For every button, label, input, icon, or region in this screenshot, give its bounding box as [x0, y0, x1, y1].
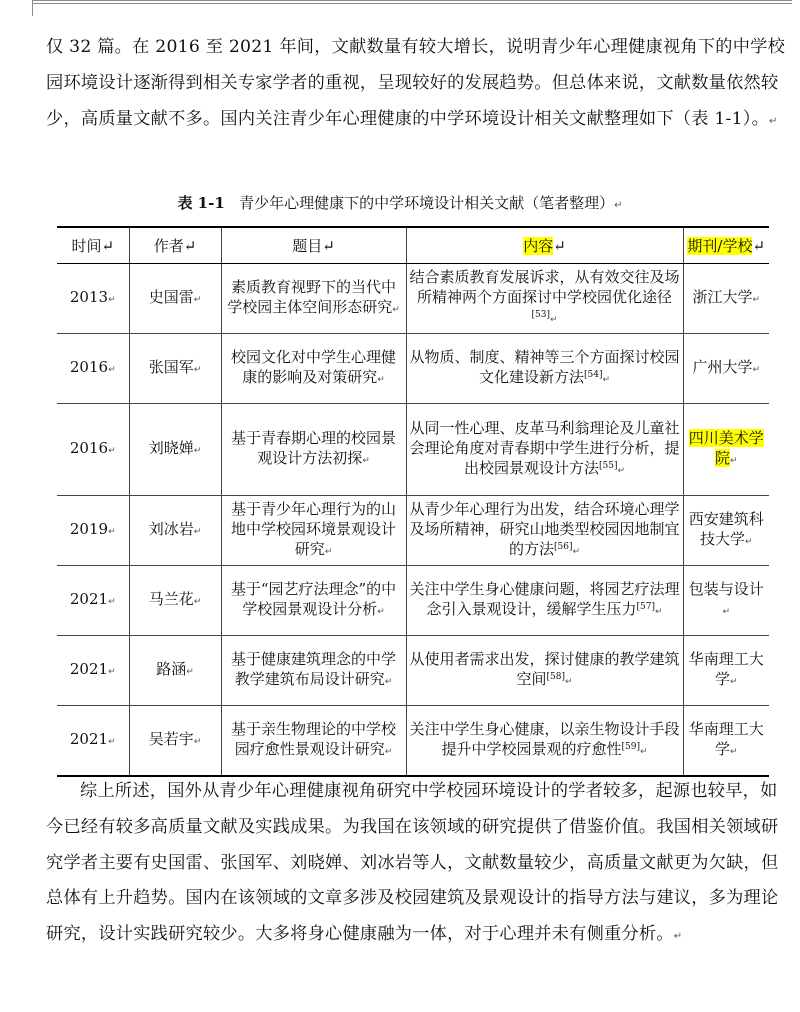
table-row — [57, 496, 769, 566]
table-row — [57, 264, 769, 334]
citation-ref: [56] — [553, 542, 573, 552]
summary-paragraph: 综上所述，国外从青少年心理健康视角研究中学校园环境设计的学者较多，起源也较早，如今已经有较多高质量文献及实践成果。为我国在该领域的研究提供了借鉴价值。我国相关领域研究学者主要有史国雷、张国军、刘晓婵、刘冰岩等人，文献数量较少，高质量文献更为欠缺，但总体有上升趋势。国内在该领域的文章多涉及校园建筑及景观设计的指导方法与建议，多为理论研究，设计实践研究较少。大多将身心健康融为一体，对于心理并未有侧重分析。↵ — [46, 781, 779, 945]
citation-ref: [54] — [583, 370, 603, 380]
cell-journal: 华南理工大学↵ — [683, 706, 769, 776]
table-title: 青少年心理健康下的中学环境设计相关文献（笔者整理） — [239, 194, 615, 212]
cell-time: 2021↵ — [57, 636, 129, 706]
paragraph-mark-icon: ↵ — [769, 115, 778, 127]
cell-time: 2016↵ — [57, 404, 129, 496]
cell-time: 2021↵ — [57, 566, 129, 636]
cell-time: 2016↵ — [57, 334, 129, 404]
cell-title: 素质教育视野下的当代中学校园主体空间形态研究↵ — [221, 264, 406, 334]
cell-author: 史国雷↵ — [129, 264, 221, 334]
header-time: 时间↵ — [57, 227, 129, 264]
cell-content: 从同一性心理、皮革马利翁理论及儿童社会理论角度对青春期中学生进行分析，提出校园景观设计方法[55]↵ — [406, 404, 683, 496]
page-corner-mark — [32, 0, 33, 16]
table-row — [57, 566, 769, 636]
citation-ref: [57] — [636, 602, 655, 612]
cell-author: 刘冰岩↵ — [129, 496, 221, 566]
cell-journal: 西安建筑科技大学↵ — [683, 496, 769, 566]
page-top-margin-line — [32, 0, 792, 4]
cell-content: 结合素质教育发展诉求，从有效交往及场所精神两个方面探讨中学校园优化途径[53]↵ — [406, 264, 683, 334]
cell-title: 基于亲生物理论的中学校园疗愈性景观设计研究↵ — [221, 706, 406, 776]
header-journal: 期刊/学校↵ — [683, 227, 769, 264]
intro-paragraph: 仅 32 篇。在 2016 至 2021 年间，文献数量有较大增长，说明青少年心理健康视角下的中学校园环境设计逐渐得到相关专家学者的重视，呈现较好的发展趋势。但总体来说，文献数量依然较少，高质量文献不多。国内关注青少年心理健康的中学环境设计相关文献整理如下（表 1-1）。↵ — [46, 37, 786, 129]
cell-author: 马兰花↵ — [129, 566, 221, 636]
table-row — [57, 706, 769, 776]
cell-time: 2019↵ — [57, 496, 129, 566]
cell-title: 基于青春期心理的校园景观设计方法初探↵ — [221, 404, 406, 496]
table-number: 表 1-1 — [177, 194, 225, 212]
cell-time: 2021↵ — [57, 706, 129, 776]
cell-title: 基于青少年心理行为的山地中学校园环境景观设计研究↵ — [221, 496, 406, 566]
cell-journal: 华南理工大学↵ — [683, 636, 769, 706]
table-row — [57, 334, 769, 404]
cell-author: 吴若宇↵ — [129, 706, 221, 776]
citation-ref: [59] — [621, 741, 640, 752]
table-row — [57, 404, 769, 496]
cell-author: 张国军↵ — [129, 334, 221, 404]
cell-content: 从物质、制度、精神等三个方面探讨校园文化建设新方法[54]↵ — [406, 334, 683, 404]
citation-ref: [53] — [531, 310, 550, 320]
cell-journal: 四川美术学院↵ — [683, 404, 769, 496]
citation-ref: [58] — [546, 672, 565, 682]
cell-time: 2013↵ — [57, 264, 129, 334]
paragraph-mark-icon: ↵ — [673, 931, 683, 943]
cell-author: 刘晓婵↵ — [129, 404, 221, 496]
header-content: 内容↵ — [406, 227, 683, 264]
table-header-row — [57, 227, 769, 264]
cell-content: 从使用者需求出发，探讨健康的教学建筑空间[58]↵ — [406, 636, 683, 706]
cell-journal: 包装与设计↵ — [683, 566, 769, 636]
paragraph-mark-icon: ↵ — [614, 200, 623, 211]
cell-content: 从青少年心理行为出发，结合环境心理学及场所精神，研究山地类型校园因地制宜的方法[56]↵ — [406, 496, 683, 566]
header-title: 题目↵ — [221, 227, 406, 264]
cell-journal: 广州大学↵ — [683, 334, 769, 404]
cell-author: 路涵↵ — [129, 636, 221, 706]
cell-title: 校园文化对中学生心理健康的影响及对策研究↵ — [221, 334, 406, 404]
citation-ref: [55] — [598, 461, 618, 471]
header-author: 作者↵ — [129, 227, 221, 264]
table-row — [57, 636, 769, 706]
literature-table — [57, 226, 769, 777]
cell-content: 关注中学生身心健康，以亲生物设计手段提升中学校园景观的疗愈性[59]↵ — [406, 706, 683, 776]
table-caption — [0, 193, 800, 216]
cell-content: 关注中学生身心健康问题，将园艺疗法理念引入景观设计，缓解学生压力[57]↵ — [406, 566, 683, 636]
cell-title: 基于“园艺疗法理念”的中学校园景观设计分析↵ — [221, 566, 406, 636]
cell-title: 基于健康建筑理念的中学教学建筑布局设计研究↵ — [221, 636, 406, 706]
cell-journal: 浙江大学↵ — [683, 264, 769, 334]
